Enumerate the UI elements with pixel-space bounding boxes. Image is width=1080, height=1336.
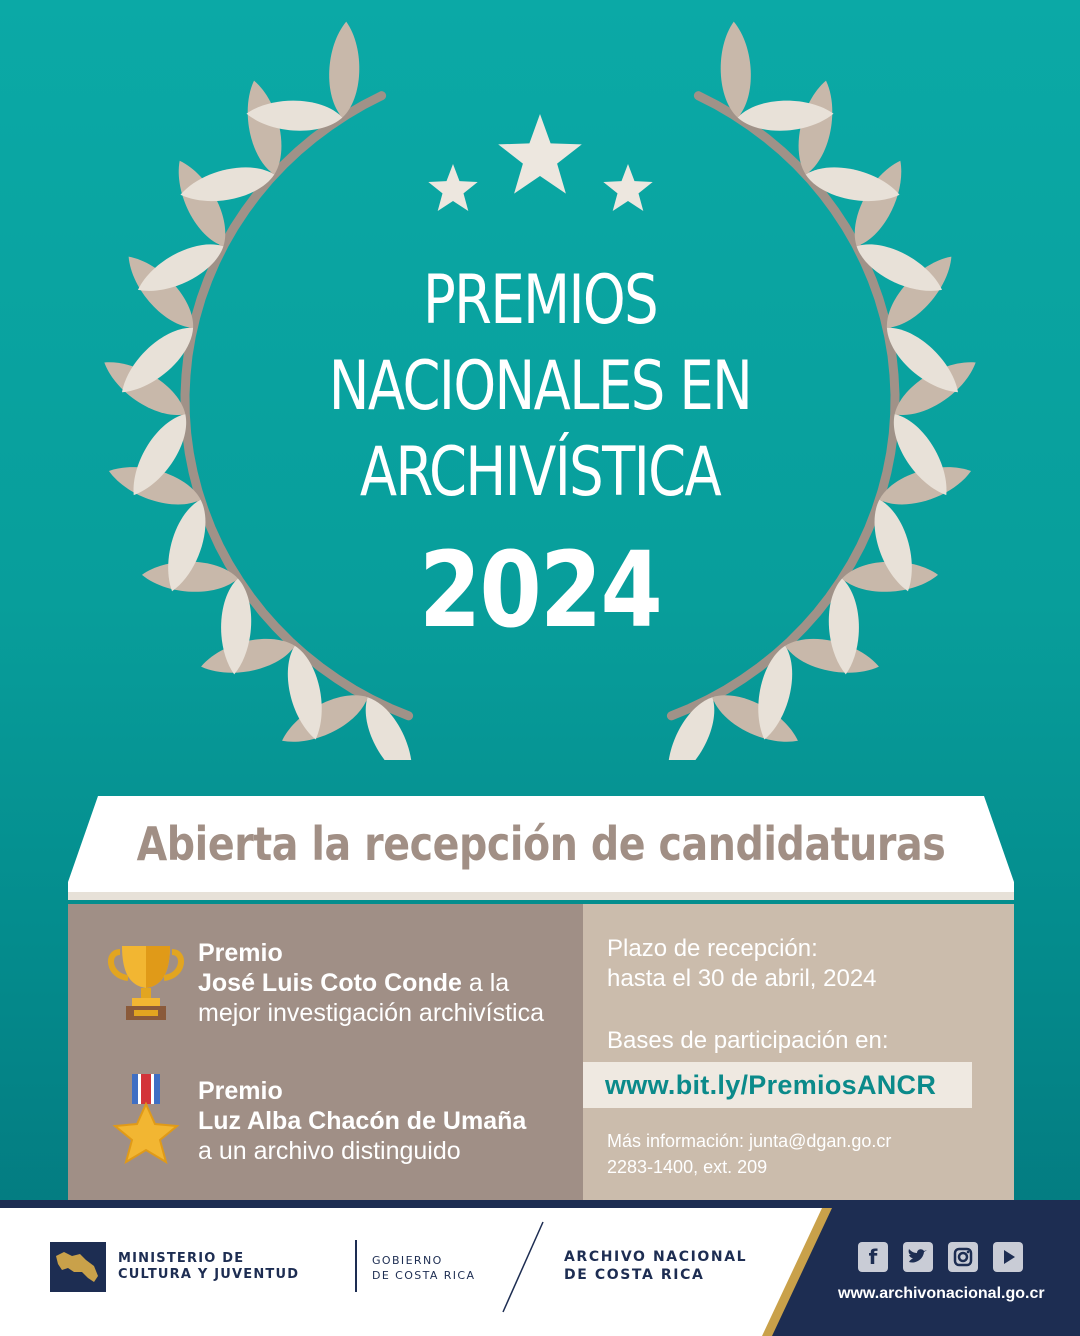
award-text-chacon-umana <box>198 1076 578 1166</box>
contact-phone: 2283-1400, ext. 209 <box>607 1157 768 1177</box>
instagram-icon[interactable] <box>948 1242 978 1272</box>
stars-group <box>428 114 652 211</box>
ministry-line-2: CULTURA Y JUVENTUD <box>118 1267 300 1282</box>
event-title <box>0 258 1080 516</box>
title-line-2: NACIONALES EN <box>328 347 752 426</box>
star-icon <box>603 164 652 211</box>
ministry-name <box>118 1251 299 1283</box>
award-description: a un archivo distinguido <box>198 1137 461 1165</box>
award-name: José Luis Coto Conde <box>198 969 462 997</box>
youtube-icon[interactable] <box>993 1242 1023 1272</box>
costa-rica-map-icon <box>50 1242 106 1292</box>
star-icon <box>428 164 477 211</box>
medal-star-icon <box>106 1074 186 1166</box>
twitter-icon[interactable] <box>903 1242 933 1272</box>
gov-line-1: GOBIERNO <box>372 1254 443 1267</box>
trophy-icon <box>106 942 186 1026</box>
star-icon <box>498 114 582 194</box>
deadline-label: Plazo de recepción: <box>607 935 818 962</box>
archivo-line-2: DE COSTA RICA <box>564 1267 705 1283</box>
award-description: mejor investigación archivística <box>198 999 544 1027</box>
info-panel <box>583 904 1014 1200</box>
footer <box>0 1200 1080 1336</box>
award-connector: a la <box>468 969 510 997</box>
announcement-banner <box>68 796 1014 900</box>
bases-link[interactable]: www.bit.ly/PremiosANCR <box>583 1062 972 1108</box>
gov-line-2: DE COSTA RICA <box>372 1269 476 1282</box>
awards-panel <box>68 904 583 1200</box>
facebook-icon[interactable]: f <box>858 1242 888 1272</box>
title-line-1: PREMIOS <box>422 261 658 340</box>
award-name: Luz Alba Chacón de Umaña <box>198 1107 527 1135</box>
archivo-name <box>564 1248 747 1284</box>
laurel-leaf <box>719 21 753 118</box>
deadline-block <box>607 934 1007 994</box>
government-name <box>372 1253 475 1283</box>
contact-block <box>607 1128 1007 1180</box>
award-label: Premio <box>198 1077 283 1105</box>
title-line-3: ARCHIVÍSTICA <box>359 433 721 512</box>
contact-email: Más información: junta@dgan.go.cr <box>607 1131 892 1151</box>
website-link[interactable]: www.archivonacional.go.cr <box>838 1285 1045 1302</box>
banner-headline: Abierta la recepción de candidaturas <box>136 817 946 871</box>
event-year: 2024 <box>418 529 662 651</box>
ministry-line-1: MINISTERIO DE <box>118 1251 245 1266</box>
laurel-leaf <box>327 21 361 118</box>
award-text-coto-conde <box>198 938 578 1028</box>
award-label: Premio <box>198 939 283 967</box>
costa-rica-map-logo <box>50 1242 106 1292</box>
archivo-line-1: ARCHIVO NACIONAL <box>564 1249 748 1265</box>
bases-label: Bases de participación en: <box>607 1027 889 1054</box>
footer-divider <box>355 1240 357 1292</box>
deadline-value: hasta el 30 de abril, 2024 <box>607 965 877 992</box>
